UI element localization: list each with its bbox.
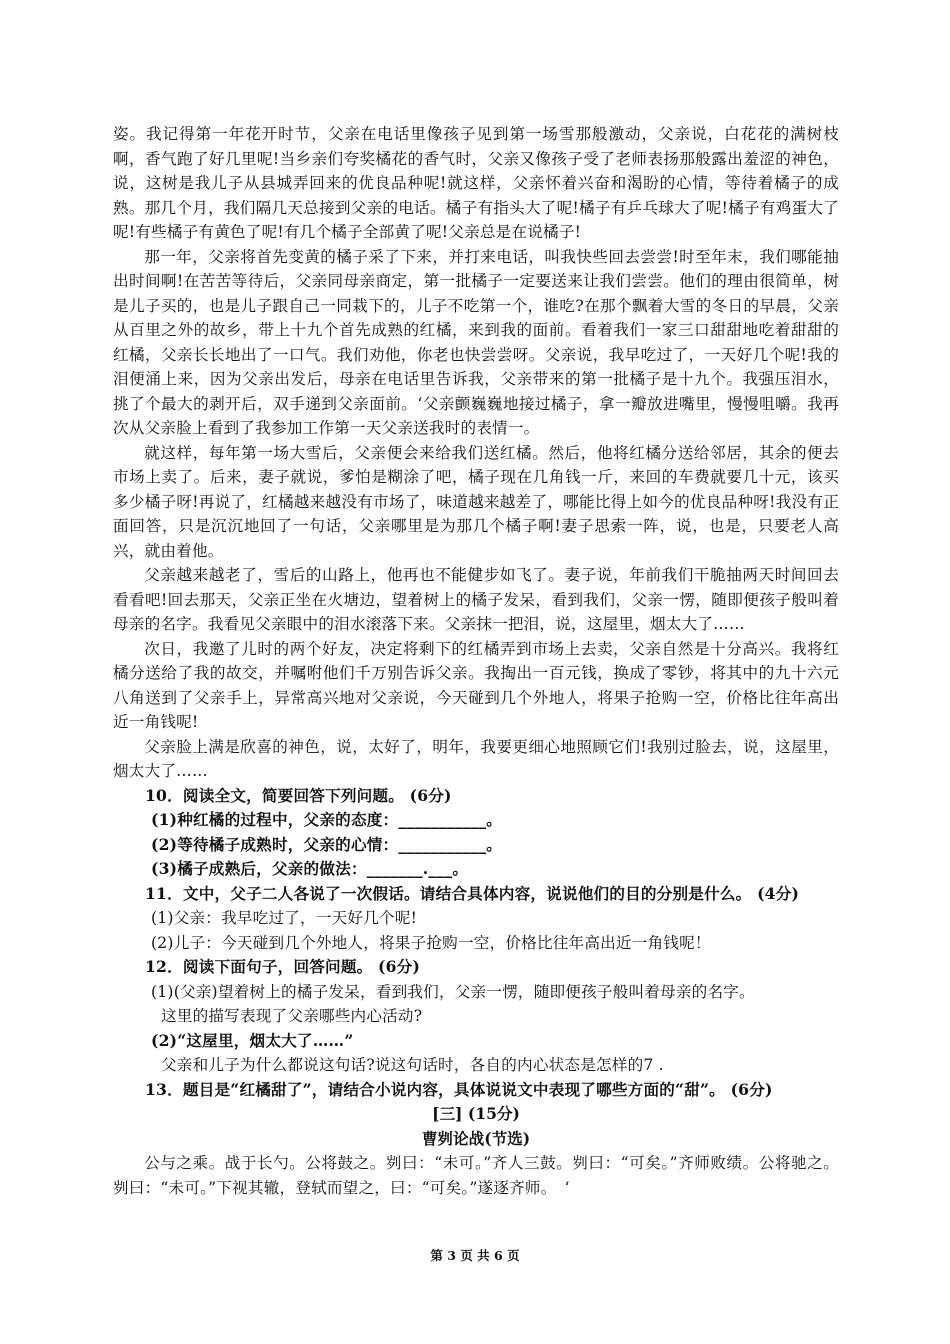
question-10-part-2: (2)等待橘子成熟时，父亲的心情：___________。 [151,834,503,854]
section-3-heading: [三] (15分) [432,1104,520,1123]
question-12-part-1: (1)(父亲)望着树上的橘子发呆，看到我们，父亲一愣，随即便孩子般叫着母亲的名字。 [151,982,755,1001]
story-paragraph-3: 就这样，每年第一场大雪后，父亲便会来给我们送红橘。然后，他将红橘分送给邻居，其余的便去市场上卖了。后来，妻子就说，爹怕是糊涂了吧，橘子现在几角钱一斤，来回的车费就要几十元，该买多少橘子呀!再说了，红橘越来越没有市场了，味道越来越差了，哪能比得上如今的优良品种呀!我没有正面回答，只是沉沉地回了一句话，父亲哪里是为那几个橘子啊!妻子思索一阵，说，也是，只要老人高兴，就由着他。 [113,443,839,560]
question-12-part-2-prompt: 父亲和儿子为什么都说这句话?说这句话时，各自的内心状态是怎样的7 . [161,1056,664,1074]
question-11-part-1: (1)父亲：我早吃过了，一天好几个呢! [151,909,418,927]
question-10-part-3: (3)橘子成熟后，父亲的做法：_______.___。 [151,859,469,878]
question-12-part-2: (2)“这屋里，烟太大了……” [151,1030,354,1050]
section-3-paragraph: 公与之乘。战于长勺。公将鼓之。刿曰：“未可。”齐人三鼓。刿曰：“可矣。”齐师败绩。公将驰之。刿曰：“未可。”下视其辙，登轼而望之，曰：“可矣。”遂逐齐师。 ‘ [113,1154,839,1197]
section-3-title: 曹刿论战(节选) [421,1128,531,1148]
question-10: 10．阅读全文，简要回答下列问题。 (6分) [145,785,452,805]
question-10-part-1: (1)种红橘的过程中，父亲的态度：___________。 [151,810,503,829]
question-11-part-2: (2)儿子：今天碰到几个外地人，将果子抢购一空，价格比往年高出近一角钱呢！ [151,933,711,952]
page-content [113,122,839,1200]
question-12-part-1-prompt: 这里的描写表现了父亲哪些内心活动? [161,1007,423,1025]
question-12: 12．阅读下面句子，回答问题。 (6分) [145,957,421,976]
story-paragraph-2: 那一年，父亲将首先变黄的橘子采了下来，并打来电话，叫我快些回去尝尝!时至年末，我们哪能抽出时间啊!在苦苦等待后，父亲同母亲商定，第一批橘子一定要送来让我们尝尝。他们的理由很简单，树是儿子买的，也是儿子跟自己一同栽下的，儿子不吃第一个，谁吃?在那个飘着大雪的冬日的早晨，父亲从百里之外的故乡，带上十九个首先成熟的红橘，来到我的面前。看着我们一家三口甜甜地吃着甜甜的红橘，父亲长长地出了一口气。我们劝他，你老也快尝尝呀。父亲说，我早吃过了，一天好几个呢!我的泪便涌上来，因为父亲出发后，母亲在电话里告诉我，父亲带来的第一批橘子是十九个。我强压泪水，挑了个最大的剥开后，双手递到父亲面前。‘父亲颤巍巍地接过橘子，拿一瓣放进嘴里，慢慢咀嚼。我再次从父亲脸上看到了我参加工作第一天父亲送我时的表情一。 [113,247,839,437]
page-footer: 第 3 页 共 6 页 [430,1248,520,1263]
story-paragraph-6: 父亲脸上满是欣喜的神色，说，太好了，明年，我要更细心地照顾它们!我别过脸去，说，这屋里，烟太大了…… [113,737,839,780]
story-paragraph-4: 父亲越来越老了，雪后的山路上，他再也不能健步如飞了。妻子说，年前我们干脆抽两天时间回去看看吧!回去那天，父亲正坐在火塘边，望着树上的橘子发呆，看到我们，父亲一愣，随即便孩子般叫着母亲的名字。我看见父亲眼中的泪水滚落下来。父亲抹一把泪，说，这屋里，烟太大了…… [113,566,839,633]
question-11: 11．文中，父子二人各说了一次假话。请结合具体内容，说说他们的目的分别是什么。 (4分) [145,883,800,903]
question-13: 13．题目是“红橘甜了”，请结合小说内容，具体说说文中表现了哪些方面的“甜”。 (6分) [145,1079,773,1099]
story-paragraph-5: 次日，我邀了儿时的两个好友，决定将剩下的红橘弄到市场上去卖，父亲自然是十分高兴。我将红橘分送给了我的故交，并嘱咐他们千万别告诉父亲。我掏出一百元钱，换成了零钞，将其中的九十六元八角送到了父亲手上，异常高兴地对父亲说，今天碰到几个外地人，将果子抢购一空，价格比往年高出近一角钱呢! [113,639,839,731]
story-paragraph-1: 姿。我记得第一年花开时节，父亲在电话里像孩子见到第一场雪那般激动，父亲说，白花花的满树枝啊，香气跑了好几里呢!当乡亲们夸奖橘花的香气时，父亲又像孩子受了老师表扬那般露出羞涩的神色，说，这树是我儿子从县城弄回来的优良品种呢!就这样，父亲怀着兴奋和渴盼的心情，等待着橘子的成熟。那几个月，我们隔几天总接到父亲的电话。橘子有指头大了呢!橘子有乒乓球大了呢!橘子有鸡蛋大了呢!有些橘子有黄色了呢!有几个橘子全部黄了呢!父亲总是在说橘子! [113,125,839,241]
